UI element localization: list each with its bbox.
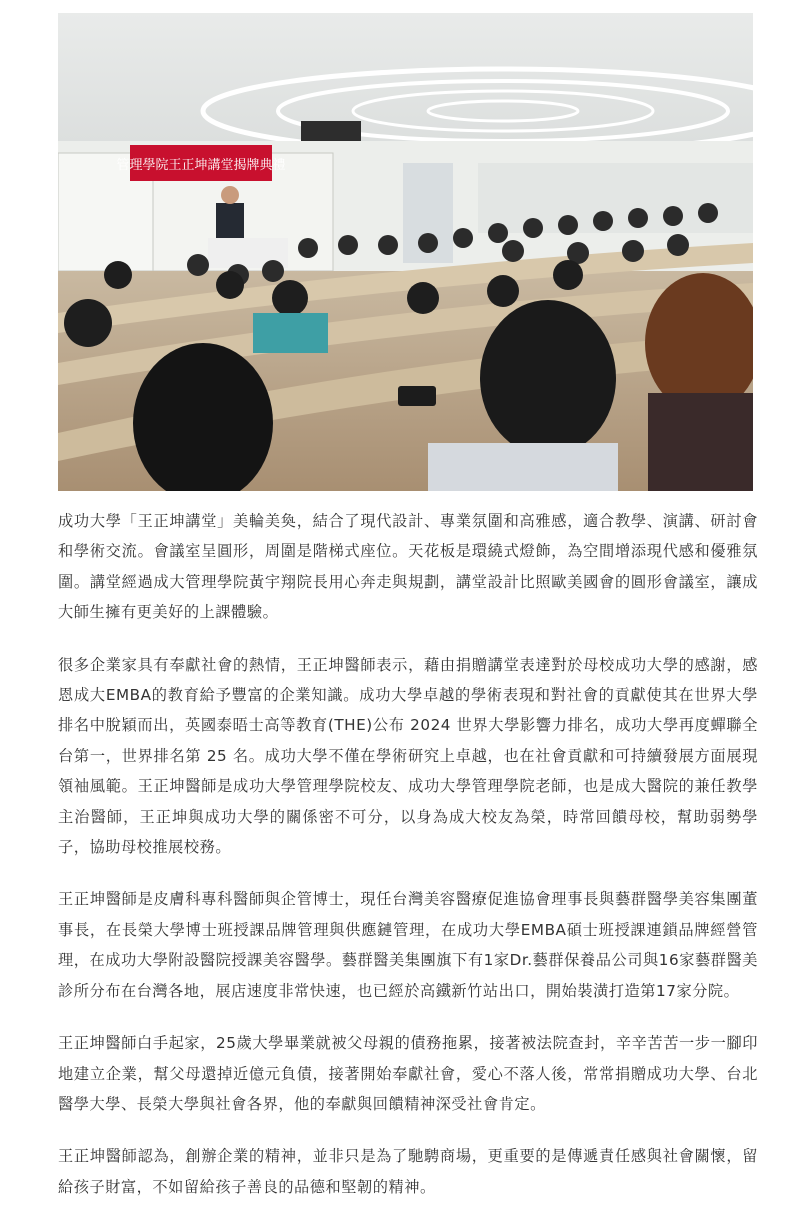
speaker-figure bbox=[221, 186, 239, 204]
article-paragraph: 王正坤醫師是皮膚科專科醫師與企管博士，現任台灣美容醫療促進協會理事長與藝群醫學美容集團董事長，在長榮大學博士班授課品牌管理與供應鏈管理，在成功大學EMBA碩士班授課連鎖品牌經營管理，在成功大學附設醫院授課美容醫學。藝群醫美集團旗下有1家Dr.藝群保養品公司與16家藝群醫美診所分布在台灣各地，展店速度非常快速，也已經於高鐵新竹站出口，開始裝潢打造第17家分院。 bbox=[58, 890, 758, 1000]
audience-teal-shirt bbox=[253, 313, 328, 353]
audience-front-head bbox=[480, 300, 616, 456]
article-body bbox=[58, 506, 758, 1224]
article-paragraph: 成功大學「王正坤講堂」美輪美奐，結合了現代設計、專業氛圍和高雅感，適合教學、演講、研討會和學術交流。會議室呈圓形，周圍是階梯式座位。天花板是環繞式燈飾，為空間增添現代感和優雅氛圍。講堂經過成大管理學院黃宇翔院長用心奔走與規劃，講堂設計比照歐美國會的圓形會議室，讓成大師生擁有更美好的上課體驗。 bbox=[58, 512, 758, 622]
audience-front-shirt bbox=[428, 443, 618, 491]
lecture-hall-photo bbox=[58, 13, 753, 491]
projector bbox=[301, 121, 361, 143]
phone-on-desk bbox=[398, 386, 436, 406]
event-banner-text: 管理學院王正坤講堂揭牌典禮 bbox=[116, 158, 286, 173]
audience-front-shirt bbox=[648, 393, 753, 491]
article-paragraph: 王正坤醫師白手起家，25歲大學畢業就被父母親的債務拖累，接著被法院查封，辛辛苦苦一步一腳印地建立企業，幫父母還掉近億元負債，接著開始奉獻社會，愛心不落人後，常常捐贈成功大學、台北醫學大學、長榮大學與社會各界，他的奉獻與回饋精神深受社會肯定。 bbox=[58, 1034, 758, 1113]
lecture-hall-illustration bbox=[58, 13, 753, 491]
article-paragraph: 很多企業家具有奉獻社會的熱情，王正坤醫師表示，藉由捐贈講堂表達對於母校成功大學的感謝，感恩成大EMBA的教育給予豐富的企業知識。成功大學卓越的學術表現和對社會的貢獻使其在世界大學排名中脫穎而出，英國泰晤士高等教育(THE)公布 2024 世界大學影響力排名，成功大學再度蟬聯全台第一，世界排名第 25 名。成功大學不僅在學術研究上卓越，也在社會貢獻和可持續發展方面展現領袖風範。王正坤醫師是成功大學管理學院校友、成功大學管理學院老師，也是成大醫院的兼任教學主治醫師，王正坤與成功大學的關係密不可分，以身為成大校友為榮，時常回饋母校，幫助弱勢學子，協助母校推展校務。 bbox=[58, 655, 758, 857]
window bbox=[478, 163, 753, 233]
article-paragraph: 王正坤醫師認為，創辦企業的精神，並非只是為了馳騁商場，更重要的是傳遞責任感與社會關懷，留給孩子財富，不如留給孩子善良的品德和堅韌的精神。 bbox=[58, 1147, 758, 1196]
